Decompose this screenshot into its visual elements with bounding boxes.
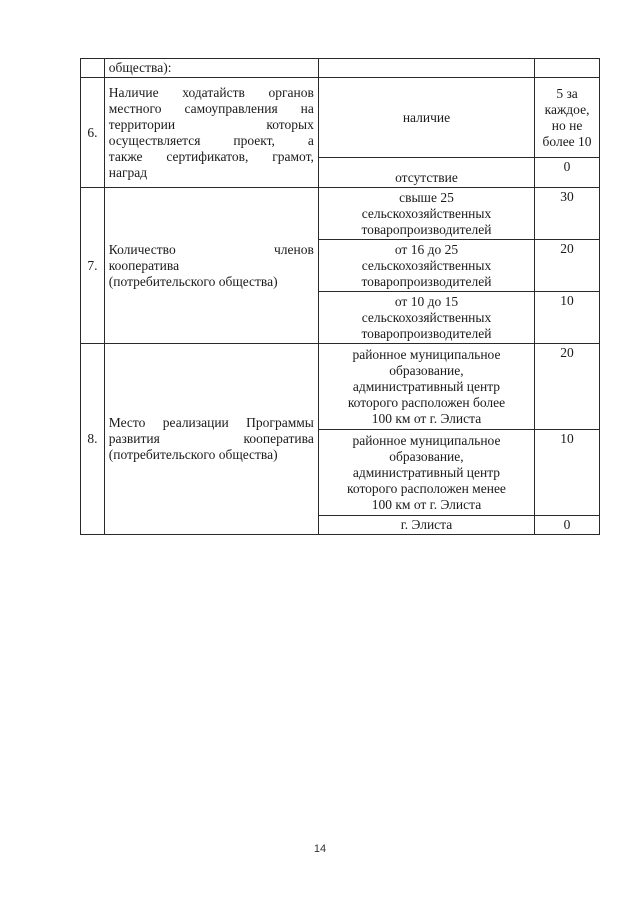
option-label: г. Элиста: [400, 517, 453, 532]
option-cell: [318, 516, 534, 535]
points-line: 30: [560, 189, 574, 204]
option-label: образование,: [389, 448, 464, 464]
criterion-cell: [104, 78, 318, 188]
option-cell: [318, 344, 534, 430]
criterion-line: местного самоуправления на: [108, 100, 314, 116]
criterion-cell: [104, 188, 318, 344]
points-cell: [535, 430, 600, 516]
criterion-line: развития кооператива: [108, 431, 314, 446]
criterion-line: (потребительского общества): [108, 273, 278, 289]
option-label: 100 км от г. Элиста: [371, 410, 482, 426]
row-number-cell: [81, 188, 105, 344]
points-cell: [535, 188, 600, 240]
criterion-cell: [104, 59, 318, 78]
option-cell: [318, 188, 534, 240]
row-number: 8.: [87, 431, 98, 446]
points-cell: [535, 292, 600, 344]
points-line: 10: [560, 431, 574, 446]
option-label: от 10 до 15: [394, 293, 459, 309]
points-cell: [535, 240, 600, 292]
row-number-cell: [81, 78, 105, 188]
row-number-cell: [81, 59, 105, 78]
row-number: 7.: [87, 257, 98, 273]
table-row-7: [81, 188, 600, 240]
table-row-continuation: [81, 59, 600, 78]
criterion-cell: [104, 344, 318, 535]
option-label: административный центр: [352, 464, 501, 480]
criterion-line: также сертификатов, грамот,: [108, 148, 314, 164]
option-cell: [318, 240, 534, 292]
option-label: 100 км от г. Элиста: [371, 496, 482, 512]
points-cell: [535, 158, 600, 188]
table-row-6: [81, 78, 600, 158]
criteria-table: [80, 58, 600, 535]
points-line: но не: [551, 117, 583, 133]
criterion-line: осуществляется проект, а: [108, 132, 314, 148]
points-line: более 10: [542, 133, 592, 149]
criterion-line: наград: [108, 164, 148, 180]
points-line: 0: [563, 159, 571, 174]
criterion-line: Место реализации Программы: [108, 415, 314, 430]
points-cell: [535, 59, 600, 78]
option-cell: [318, 430, 534, 516]
page-number: 14: [313, 843, 327, 855]
option-label: сельскохозяйственных: [361, 205, 492, 221]
points-line: 5 за: [556, 85, 578, 101]
row-number: 6.: [87, 124, 98, 140]
points-cell: [535, 516, 600, 535]
option-label: образование,: [389, 362, 464, 378]
points-cell: [535, 344, 600, 430]
points-line: 0: [563, 517, 571, 532]
option-label: административный центр: [352, 378, 501, 394]
option-label: районное муниципальное: [352, 346, 501, 362]
option-label: свыше 25: [399, 189, 454, 205]
criterion-line: (потребительского общества): [108, 447, 278, 462]
criterion-line: Количество членов: [108, 241, 314, 257]
option-label: районное муниципальное: [352, 432, 501, 448]
option-label: которого расположен более: [347, 394, 506, 410]
option-label: сельскохозяйственных: [361, 257, 492, 273]
option-label: товаропроизводителей: [361, 221, 492, 237]
points-line: 10: [560, 293, 574, 308]
criterion-line: кооператива: [108, 257, 180, 273]
option-label: которого расположен менее: [347, 480, 506, 496]
option-cell: [318, 59, 534, 78]
option-label: сельскохозяйственных: [361, 309, 492, 325]
option-label: наличие: [402, 109, 451, 125]
option-label: отсутствие: [395, 170, 458, 185]
option-label: товаропроизводителей: [361, 325, 492, 341]
option-cell: [318, 292, 534, 344]
option-cell: [318, 158, 534, 188]
criterion-line: территории которых: [108, 116, 314, 132]
row-number-cell: [81, 344, 105, 535]
criterion-text: общества):: [108, 60, 172, 75]
points-line: 20: [560, 345, 574, 360]
table-row-8: [81, 344, 600, 430]
option-label: от 16 до 25: [394, 241, 459, 257]
option-cell: [318, 78, 534, 158]
points-line: 20: [560, 241, 574, 256]
points-line: каждое,: [544, 101, 590, 117]
option-label: товаропроизводителей: [361, 273, 492, 289]
points-cell: [535, 78, 600, 158]
criterion-line: Наличие ходатайств органов: [108, 84, 314, 100]
